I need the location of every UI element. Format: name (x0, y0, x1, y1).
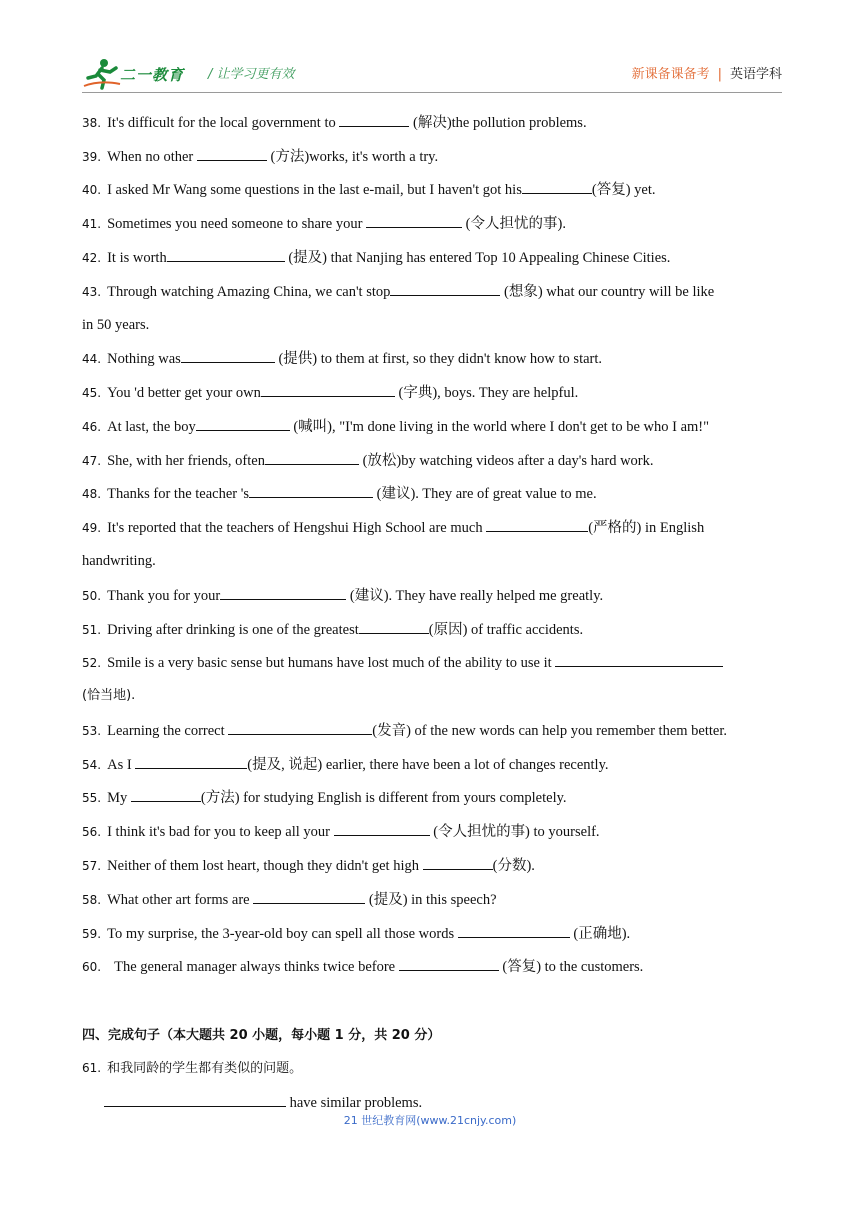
question-number: 51. (82, 623, 102, 637)
question-text: Driving after drinking is one of the greatest (107, 622, 359, 638)
header-separator: | (717, 67, 722, 82)
question-54 (82, 754, 782, 775)
answer-blank[interactable] (522, 179, 592, 194)
question-51 (82, 619, 782, 640)
answer-blank[interactable] (265, 450, 359, 465)
question-text: (方法)works, it's worth a try. (266, 149, 439, 165)
question-number: 57. (82, 859, 102, 873)
logo-text: 二一教育 (120, 66, 185, 84)
question-44 (82, 348, 782, 369)
question-text: (令人担忧的事). (462, 216, 566, 232)
question-text: Smile is a very basic sense but humans have lost much of the ability to use it (107, 655, 556, 671)
answer-blank[interactable] (486, 517, 588, 532)
question-text: (原因) of traffic accidents. (428, 622, 584, 638)
question-number: 55. (82, 791, 102, 805)
question-49 (82, 517, 782, 538)
question-45 (82, 382, 782, 403)
question-text: have similar problems. (286, 1095, 423, 1111)
question-text: (喊叫), "I'm done living in the world where I don't get to be who I am!" (289, 419, 710, 435)
question-42 (82, 247, 782, 268)
question-text: To my surprise, the 3-year-old boy can spell all those words (107, 926, 458, 942)
question-61-answer-line (104, 1092, 804, 1113)
header-right (632, 63, 782, 82)
question-text: It's difficult for the local government to (107, 115, 340, 131)
question-number: 61. (82, 1061, 102, 1075)
question-number: 46. (82, 420, 102, 434)
answer-blank[interactable] (458, 923, 570, 938)
question-text: (解决)the pollution problems. (409, 115, 587, 131)
answer-blank[interactable] (366, 213, 462, 228)
question-text: (想象) what our country will be like (500, 284, 715, 300)
question-number: 58. (82, 893, 102, 907)
question-text: (答复) to the customers. (498, 959, 644, 975)
header-divider (82, 92, 782, 93)
answer-blank[interactable] (196, 416, 290, 431)
question-58 (82, 889, 782, 910)
question-text: I think it's bad for you to keep all your (107, 824, 334, 840)
question-49-continuation: handwriting. (82, 553, 156, 569)
question-text: It is worth (107, 250, 167, 266)
question-text: The general manager always thinks twice before (107, 959, 399, 975)
question-number: 50. (82, 589, 102, 603)
question-number: 47. (82, 454, 102, 468)
question-number: 41. (82, 217, 102, 231)
question-text: At last, the boy (107, 419, 196, 435)
question-text: Thank you for your (107, 588, 221, 604)
answer-blank[interactable] (104, 1092, 286, 1107)
question-46 (82, 416, 782, 437)
question-text: (字典), boys. They are helpful. (394, 385, 579, 401)
answer-blank[interactable] (423, 855, 493, 870)
question-number: 48. (82, 487, 102, 501)
answer-blank[interactable] (359, 619, 429, 634)
question-56 (82, 821, 782, 842)
question-text: (发音) of the new words can help you remember them better. (372, 723, 727, 739)
question-number: 53. (82, 724, 102, 738)
header-course: 新课备课备考 (631, 67, 710, 82)
question-53 (82, 720, 782, 741)
question-text: (分数). (492, 858, 535, 874)
question-number: 54. (82, 758, 102, 772)
question-number: 39. (82, 150, 102, 164)
question-number: 38. (82, 116, 102, 130)
logo (82, 56, 194, 90)
question-number: 49. (82, 521, 102, 535)
question-text: I asked Mr Wang some questions in the last e-mail, but I haven't got his (107, 182, 522, 198)
question-text: Thanks for the teacher 's (107, 486, 250, 502)
answer-blank[interactable] (181, 348, 275, 363)
question-47 (82, 450, 782, 471)
question-text: As I (107, 757, 136, 773)
question-43-continuation: in 50 years. (82, 317, 150, 333)
question-text: Sometimes you need someone to share your (107, 216, 367, 232)
answer-blank[interactable] (339, 112, 409, 127)
question-40 (82, 179, 782, 200)
question-text: She, with her friends, often (107, 453, 265, 469)
question-61 (82, 1058, 782, 1079)
question-52 (82, 652, 782, 673)
answer-blank[interactable] (135, 754, 247, 769)
question-text: (答复) yet. (591, 182, 656, 198)
section-title: 四、完成句子（本大题共 20 小题，每小题 1 分，共 20 分） (82, 1028, 441, 1043)
question-60 (82, 956, 782, 977)
question-text: My (107, 790, 131, 806)
question-number: 44. (82, 352, 102, 366)
question-text: (严格的) in English (588, 520, 705, 536)
question-number: 42. (82, 251, 102, 265)
question-text: (提供) to them at first, so they didn't know how to start. (274, 351, 603, 367)
page-header (82, 56, 782, 90)
question-59 (82, 923, 782, 944)
question-text: Nothing was (107, 351, 181, 367)
question-text: (建议). They are of great value to me. (373, 486, 597, 502)
answer-blank[interactable] (220, 585, 346, 600)
answer-blank[interactable] (253, 889, 365, 904)
question-text: (提及) that Nanjing has entered Top 10 Appealing Chinese Cities. (284, 250, 671, 266)
answer-blank[interactable] (555, 652, 723, 667)
question-text: (放松)by watching videos after a day's hard work. (358, 453, 654, 469)
question-text: It's reported that the teachers of Hengshui High School are much (107, 520, 487, 536)
question-38 (82, 112, 782, 133)
answer-blank[interactable] (261, 382, 395, 397)
answer-blank[interactable] (228, 720, 372, 735)
question-number: 52. (82, 656, 102, 670)
question-text: (令人担忧的事) to yourself. (429, 824, 600, 840)
question-55 (82, 787, 782, 808)
answer-blank[interactable] (334, 821, 430, 836)
question-39 (82, 146, 782, 167)
question-text: Learning the correct (107, 723, 229, 739)
header-slogan: / 让学习更有效 (208, 67, 295, 82)
answer-blank[interactable] (399, 956, 499, 971)
question-41 (82, 213, 782, 234)
answer-blank[interactable] (249, 483, 373, 498)
question-number: 43. (82, 285, 102, 299)
question-number: 56. (82, 825, 102, 839)
question-text: (提及, 说起) earlier, there have been a lot of changes recently. (247, 757, 609, 773)
answer-blank[interactable] (390, 281, 500, 296)
answer-blank[interactable] (131, 787, 201, 802)
question-text: (建议). They have really helped me greatly. (346, 588, 604, 604)
question-text: When no other (107, 149, 197, 165)
question-number: 59. (82, 927, 102, 941)
question-48 (82, 483, 782, 504)
page-footer: 21 世纪教育网(www.21cnjy.com) (343, 1114, 517, 1127)
question-text: Neither of them lost heart, though they didn't get high (107, 858, 423, 874)
question-text: You 'd better get your own (107, 385, 261, 401)
answer-blank[interactable] (167, 247, 285, 262)
question-text: Through watching Amazing China, we can't stop (107, 284, 391, 300)
question-number: 40. (82, 183, 102, 197)
question-number: 45. (82, 386, 102, 400)
question-52-continuation: (恰当地). (82, 688, 136, 703)
question-43 (82, 281, 782, 302)
header-subject: 英语学科 (729, 67, 782, 82)
question-text-chinese: 和我同龄的学生都有类似的问题。 (107, 1061, 303, 1076)
answer-blank[interactable] (197, 146, 267, 161)
question-number: 60. (82, 960, 102, 974)
question-text: (正确地). (569, 926, 631, 942)
question-50 (82, 585, 782, 606)
question-text: (提及) in this speech? (365, 892, 497, 908)
question-text: (方法) for studying English is different from yours completely. (200, 790, 567, 806)
question-text: What other art forms are (107, 892, 254, 908)
runner-icon (82, 56, 122, 90)
question-57 (82, 855, 782, 876)
